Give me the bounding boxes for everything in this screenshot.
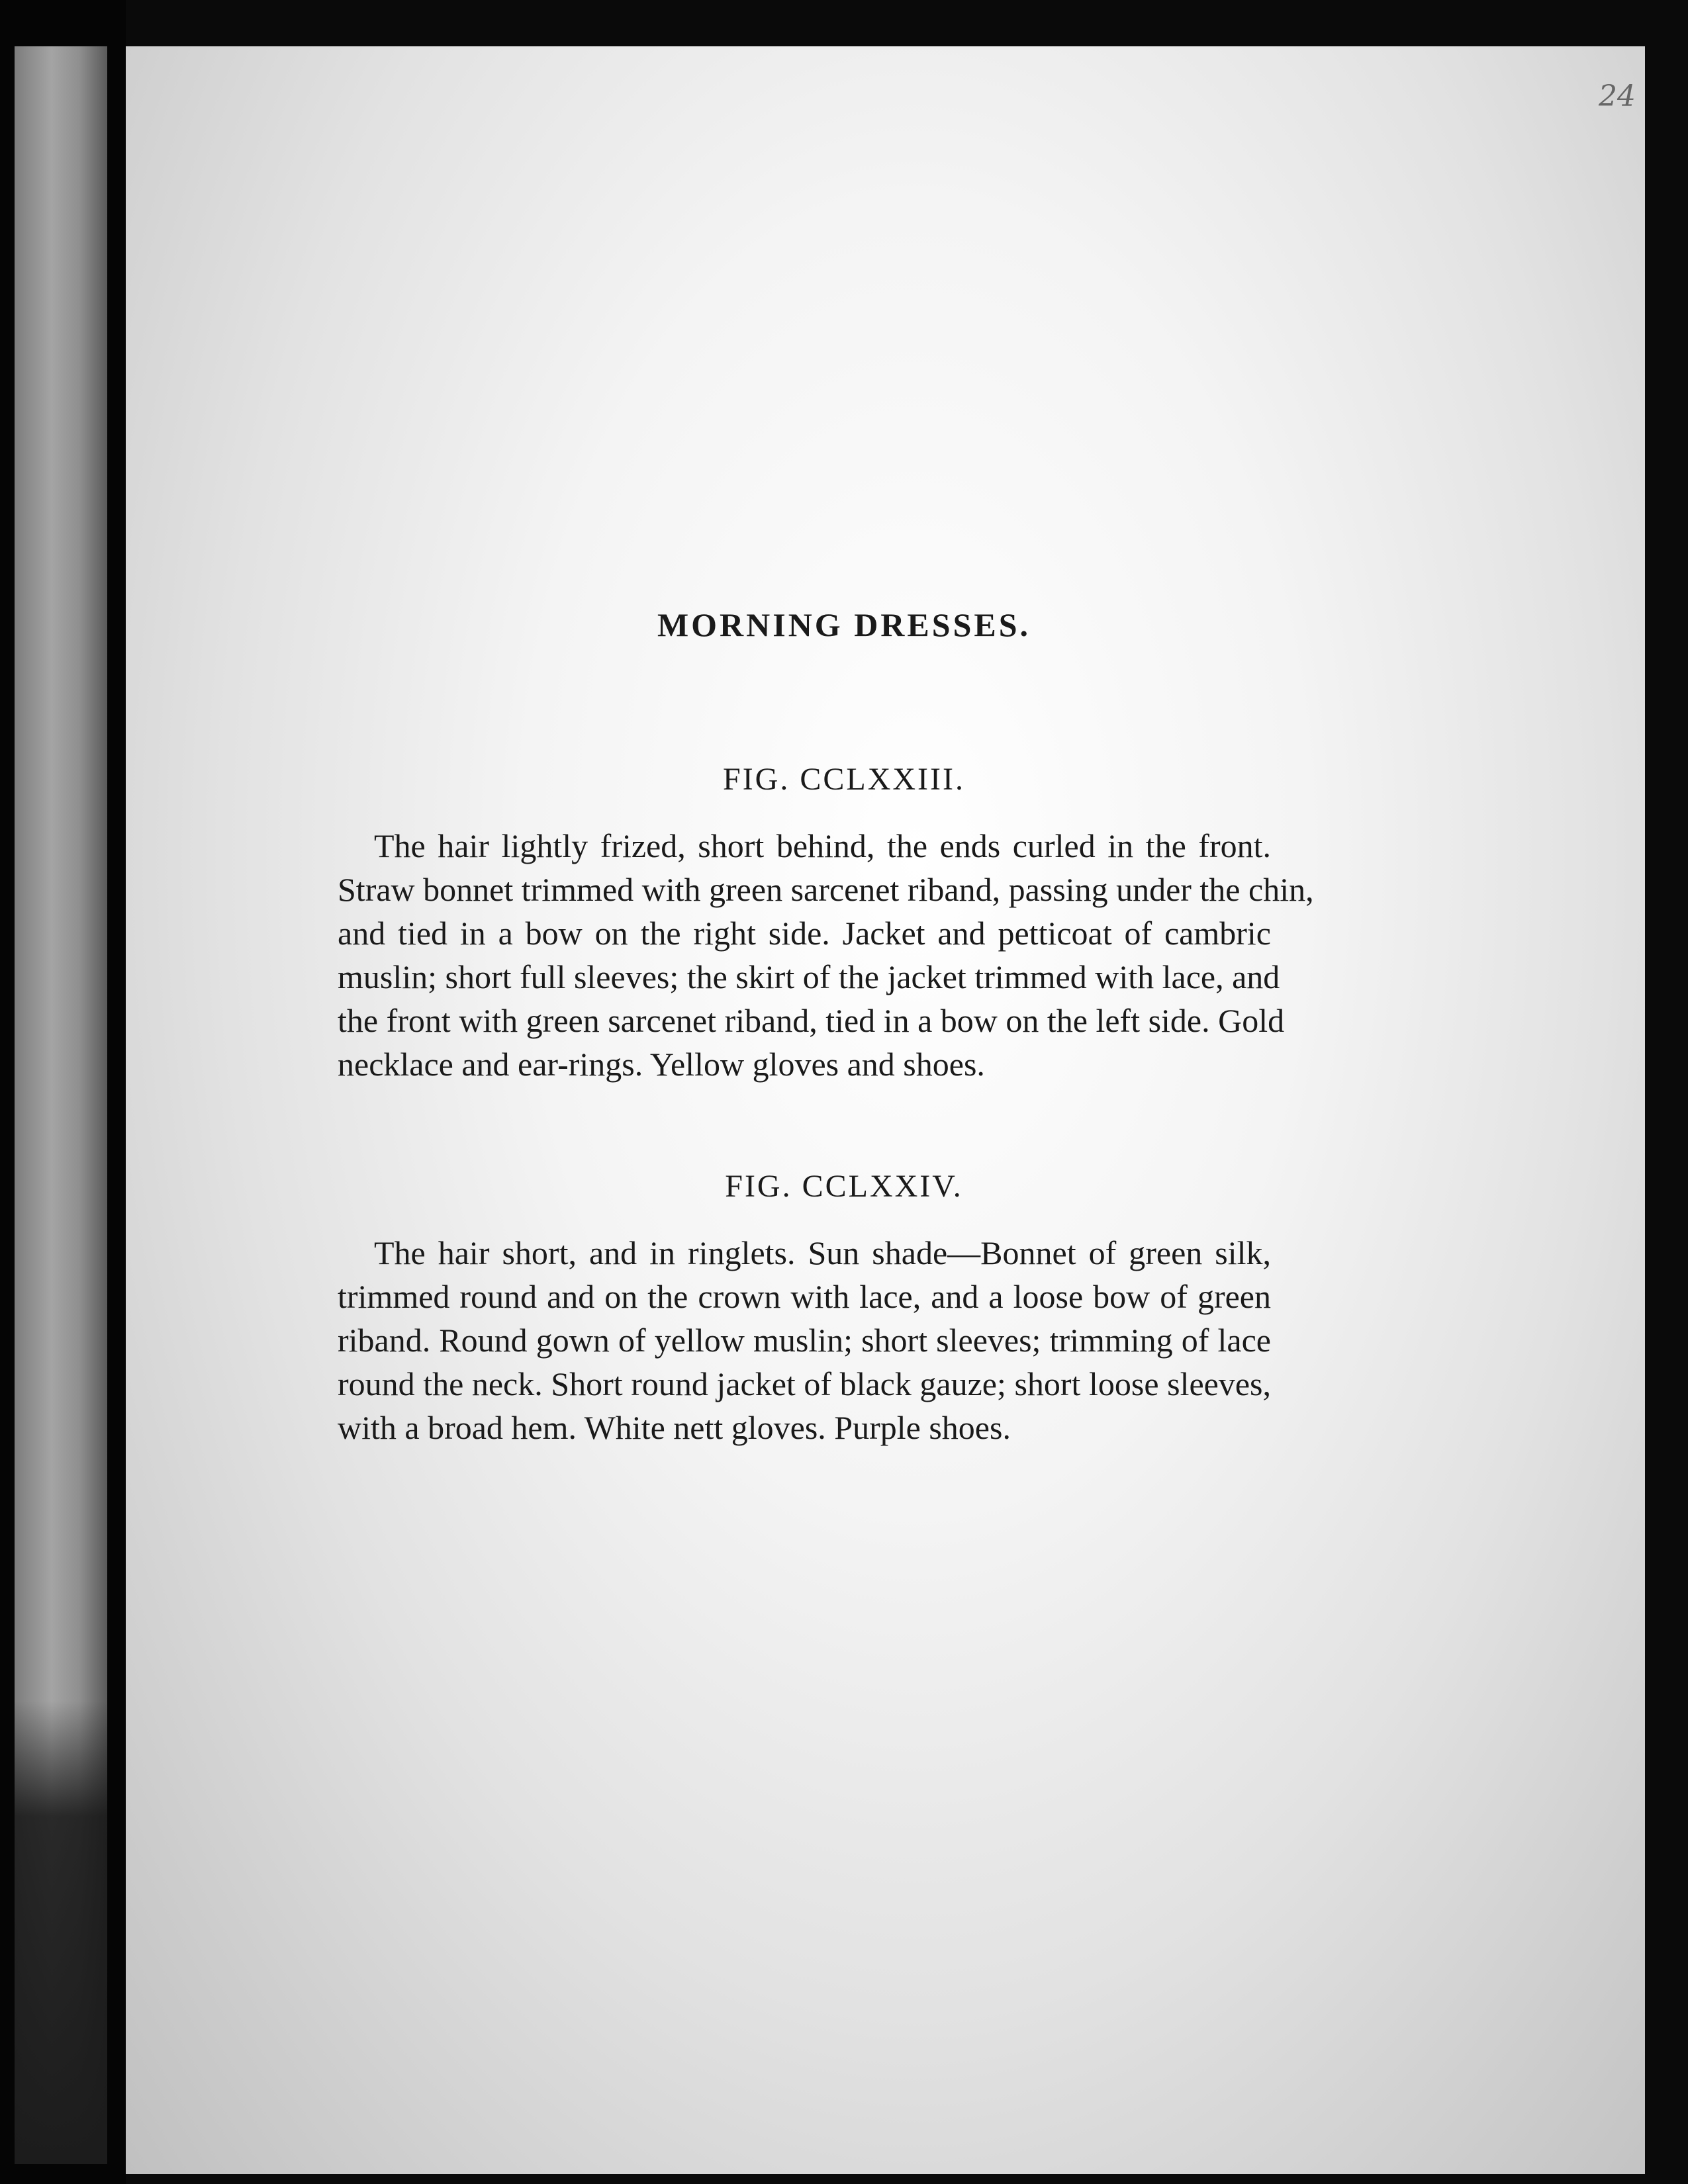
text-line: the front with green sarcenet riband, tied in a bow on the left side. Gold (338, 1002, 1285, 1039)
text-line: muslin; short full sleeves; the skirt of the jacket trimmed with lace, and (338, 958, 1280, 995)
text-line: round the neck. Short round jacket of black gauze; short loose sleeves, (338, 1365, 1271, 1402)
text-line: trimmed round and on the crown with lace, and a loose bow of green (338, 1278, 1271, 1315)
figure-description-2 (338, 1231, 1271, 1449)
figure-heading-1: FIG. CCLXXIII. (723, 762, 965, 797)
adjacent-page-shadow (15, 1701, 107, 2164)
text-line: and tied in a bow on the right side. Jacket and petticoat of cambric (338, 915, 1271, 952)
page-number: 24 (1599, 79, 1636, 113)
text-line: riband. Round gown of yellow muslin; short sleeves; trimming of lace (338, 1322, 1271, 1359)
text-line: The hair short, and in ringlets. Sun shade—Bonnet of green silk, (374, 1234, 1271, 1271)
text-line: with a broad hem. White nett gloves. Purple shoes. (338, 1409, 1011, 1446)
text-line: Straw bonnet trimmed with green sarcenet riband, passing under the chin, (338, 871, 1314, 908)
adjacent-page-edge (15, 46, 107, 2164)
book-page (126, 46, 1645, 2174)
text-line: The hair lightly frized, short behind, the ends curled in the front. (374, 827, 1271, 864)
figure-heading-2: FIG. CCLXXIV. (725, 1169, 963, 1204)
figure-description-1 (338, 824, 1314, 1086)
text-line: necklace and ear-rings. Yellow gloves and shoes. (338, 1046, 985, 1083)
section-title: MORNING DRESSES. (657, 606, 1031, 643)
